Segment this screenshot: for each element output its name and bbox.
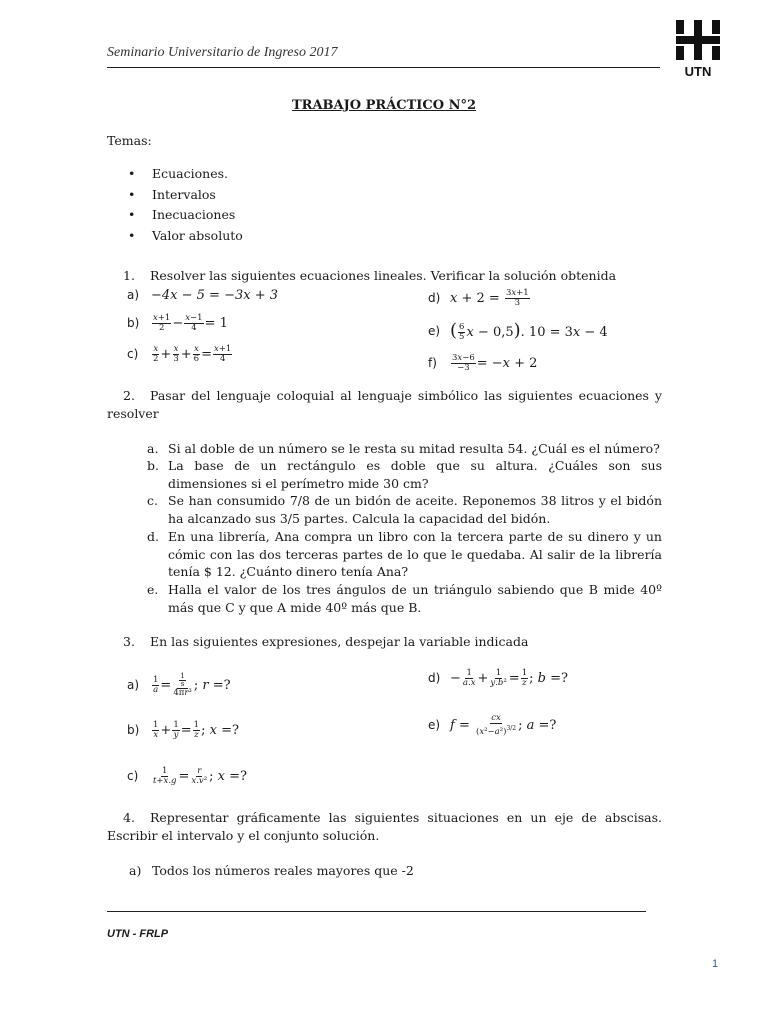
- ex1-label-e: e): [428, 324, 441, 338]
- ex1-item-f: [428, 350, 537, 376]
- svg-text:UTN: UTN: [684, 64, 712, 79]
- ex2-item-d: En una librería, Ana compra un libro con la tercera parte de su dinero y un cómic con las dos terceras partes de lo que le quedaba. Al salir de la librería tenía $ 12. ¿Cuánto dinero tenía Ana?: [168, 529, 662, 579]
- equation: x + 2 = $\frac{3x+1}{3}$: [450, 287, 529, 308]
- ex2-label-a: a.: [147, 441, 159, 456]
- equation: $\frac{1}{a}$ = $\frac{\frac{1}{s}}{\text{4πr³}}$ ; r =?: [153, 671, 231, 698]
- ex4-label-a: a): [129, 863, 142, 878]
- equation: $\frac{1}{x}$ + $\frac{1}{y}$ = $\frac{1}{z}$ ; x =?: [153, 719, 239, 740]
- temas-item: • Intervalos: [128, 186, 243, 207]
- ex1-item-a: [127, 285, 278, 305]
- ex3-statement: En las siguientes expresiones, despejar la variable indicada: [150, 634, 529, 649]
- footer-text: UTN - FRLP: [107, 928, 169, 940]
- ex1-item-b: [127, 310, 228, 336]
- equation: −4x − 5 = −3x + 3: [151, 287, 279, 303]
- temas-item: • Inecuaciones: [128, 206, 243, 227]
- ex2-number: 2.: [123, 388, 135, 403]
- ex2-label-b: b.: [147, 458, 159, 473]
- ex1-label-f: f): [428, 356, 437, 370]
- temas-list: [128, 165, 243, 248]
- ex2-item-e: Halla el valor de los tres ángulos de un triángulo sabiendo que B mide 40º más que C y que A mide 40º más que B.: [168, 582, 662, 615]
- ex2-item-a: Si al doble de un número se le resta su mitad resulta 54. ¿Cuál es el número?: [168, 441, 660, 456]
- ex3-item-d: [428, 664, 568, 692]
- ex1-statement: Resolver las siguientes ecuaciones lineales. Verificar la solución obtenida: [150, 268, 617, 283]
- ex3-label-e: e): [428, 718, 441, 732]
- ex3-item-c: [127, 762, 247, 790]
- ex1-label-c: c): [127, 347, 139, 361]
- ex1-item-c: [127, 341, 233, 367]
- ex1-number: 1.: [123, 268, 135, 283]
- ex3-label-c: c): [127, 769, 139, 783]
- equation: $\frac{1}{t+x.g}$ = $\frac{r}{\text{x.v²}}$ ; x =?: [153, 765, 247, 786]
- ex1-label-d: d): [428, 291, 441, 305]
- document-title: TRABAJO PRÁCTICO N°2: [291, 98, 477, 113]
- equation: $\frac{3x-6}{-3}$ = −x + 2: [452, 352, 538, 373]
- equation: $\frac{x+1}{2}$ − $\frac{x-1}{4}$ = 1: [153, 312, 228, 333]
- ex2-label-d: d.: [147, 529, 159, 544]
- header-title: Seminario Universitario de Ingreso 2017: [107, 45, 338, 60]
- ex1-item-d: [428, 285, 531, 311]
- ex2-label-c: c.: [147, 493, 158, 508]
- equation: ( $\frac{6}{5}$ x − 0,5). 10 = 3x − 4: [450, 320, 608, 342]
- equation: f = $\frac{cx}{(x^2-a^2)^{3/2}}$ ; a =?: [450, 712, 557, 737]
- ex4-item-a: Todos los números reales mayores que -2: [152, 863, 414, 878]
- ex1-label-a: a): [127, 288, 140, 302]
- ex2-label-e: e.: [147, 582, 159, 597]
- ex3-label-b: b): [127, 723, 140, 737]
- temas-item: • Valor absoluto: [128, 227, 243, 248]
- ex3-number: 3.: [123, 634, 135, 649]
- ex3-item-a: [127, 663, 231, 707]
- page-number: 1: [712, 958, 719, 970]
- ex2-statement: Pasar del lenguaje coloquial al lenguaje simbólico las siguientes ecuaciones y resolver: [107, 388, 662, 421]
- header-divider: [107, 67, 660, 68]
- ex3-item-b: [127, 716, 239, 744]
- temas-label: Temas:: [107, 133, 152, 148]
- ex3-label-d: d): [428, 671, 441, 685]
- ex3-label-a: a): [127, 678, 140, 692]
- ex1-item-e: [428, 317, 608, 345]
- ex4-number: 4.: [123, 810, 135, 825]
- ex2-item-b: La base de un rectángulo es doble que su altura. ¿Cuáles son sus dimensiones si el perímetro mide 30 cm?: [168, 458, 662, 491]
- footer-divider: [107, 911, 646, 912]
- temas-item: • Ecuaciones.: [128, 165, 243, 186]
- ex1-label-b: b): [127, 316, 140, 330]
- equation: − $\frac{1}{a.x}$ + $\frac{1}{\text{y.b²}}$ = $\frac{1}{z}$ ; b =?: [450, 667, 568, 688]
- ex4-statement: Representar gráficamente las siguientes situaciones en un eje de abscisas. Escribir el intervalo y el conjunto solución.: [107, 810, 662, 843]
- ex3-item-e: [428, 708, 556, 742]
- ex2-item-c: Se han consumido 7/8 de un bidón de aceite. Reponemos 38 litros y el bidón ha alcanzado sus 3/5 partes. Calcula la capacidad del bidón.: [168, 493, 662, 526]
- equation: $\frac{x}{2}$ + $\frac{x}{3}$ + $\frac{x}{6}$ = $\frac{x+1}{4}$: [153, 343, 232, 364]
- utn-logo: [672, 18, 724, 80]
